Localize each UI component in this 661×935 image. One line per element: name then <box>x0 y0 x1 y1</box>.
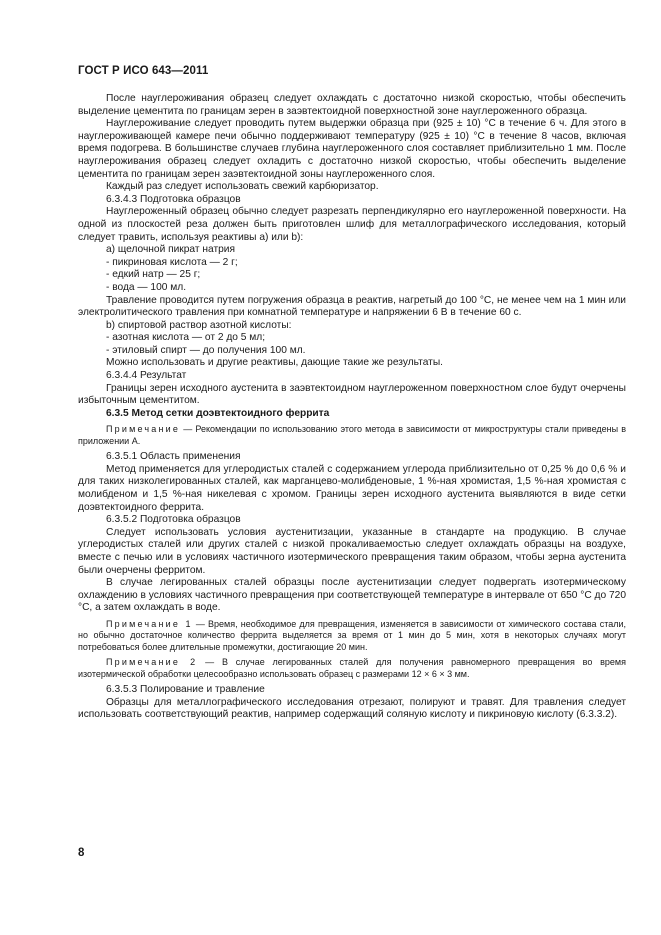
paragraph-carburizer: Каждый раз следует использовать свежий карбюризатор. <box>106 181 379 193</box>
reagent-b-item-1: - азотная кислота — от 2 до 5 мл; <box>106 332 266 344</box>
section-6-3-4-3-heading: 6.3.4.3 Подготовка образцов <box>106 193 241 205</box>
paragraph-result: Границы зерен исходного аустенита в заэвтектоидном науглероженном поверхностном слое будут очерчены избыточным цементитом. <box>78 382 626 407</box>
note-1-label: Примечание 1 <box>106 618 193 629</box>
note-2-label: Примечание 2 <box>106 657 198 668</box>
note-recommendations <box>78 424 626 447</box>
document-header: ГОСТ Р ИСО 643—2011 <box>78 65 209 77</box>
section-6-3-4-4-heading: 6.3.4.4 Результат <box>106 370 187 382</box>
note-1 <box>78 619 626 653</box>
note-2-text: — В случае легированных сталей для получения равномерного превращения во время изотермической обработки целесообразно использовать образец с размерами 12 × 6 × 3 мм. <box>78 657 626 679</box>
section-6-3-5-2-heading: 6.3.5.2 Подготовка образцов <box>106 514 241 526</box>
section-6-3-5-1-heading: 6.3.5.1 Область применения <box>106 451 241 463</box>
section-6-3-5-3-heading: 6.3.5.3 Полирование и травление <box>106 684 265 695</box>
paragraph-cooling: После науглероживания образец следует охлаждать с достаточно низкой скоростью, чтобы обеспечить выделение цементита по границам зерен в заэвтектоидной поверхностной зоне науглероженного образца. <box>78 93 626 117</box>
paragraph-alloyed-steels: В случае легированных сталей образцы после аустенитизации следует подвергать изотермическому охлаждению в условиях частичного превращения при соответствующей температуре в интервале от 650 °С до 720 °С, а затем охлаждать в воде. <box>78 577 626 614</box>
note-label: Примечание <box>106 424 181 435</box>
reagent-a-title: а) щелочной пикрат натрия <box>106 244 235 256</box>
reagent-b-item-2: - этиловый спирт — до получения 100 мл. <box>106 344 306 356</box>
paragraph-carburizing: Науглероживание следует проводить путем выдержки образца при (925 ± 10) °С в течение 6 ч. Для этого в науглероживающей камере печи обычно поддерживают температуру (925 ± 10) °С в течение 8 часов, включая время подогрева. В большинстве случаев глубина науглероженного слоя составляет приблизительно 1 мм. После науглероживания образец следует охладить с достаточно низкой скоростью, чтобы обеспечить выделение цементита по границам зерен заэвтектоидной зоны науглероженного слоя. <box>78 118 626 180</box>
reagent-b-title: b) спиртовой раствор азотной кислоты: <box>106 319 292 331</box>
note-1-text: — Время, необходимое для превращения, изменяется в зависимости от химического состава стали, но обычно достаточное количество феррита выделяется за время от 1 мин до 5 мин, хотя в некоторых случаях могут потребоваться более длительные промежутки, достигающие 20 мин. <box>78 618 627 652</box>
paragraph-etching: Травление проводится путем погружения образца в реактив, нагретый до 100 °С, не менее чем на 1 мин или электролитического травления при комнатной температуре и напряжении 6 В в течение 60 с. <box>78 294 626 319</box>
note-2 <box>78 657 626 680</box>
paragraph-scope: Метод применяется для углеродистых сталей с содержанием углерода приблизительно от 0,25 % до 0,6 % и для таких низколегированных сталей, как марганцево-молибденовые, 1 %-ная хромистая, 1,5 %-ная хромистая с молибденом и 1,5 %-ная никелевая с хромом. Границы зерен исходного аустенита выявляются в виде сетки доэвтектоидного феррита. <box>78 463 626 513</box>
section-6-3-5-heading: 6.3.5 Метод сетки доэвтектоидного феррита <box>106 407 330 419</box>
reagent-a-item-2: - едкий натр — 25 г; <box>106 269 201 281</box>
paragraph-austenitizing: Следует использовать условия аустенитизации, указанные в стандарте на продукцию. В случае углеродистых сталей или других сталей с низкой прокаливаемостью следует охлаждать образцы на воздухе, вместе с печью или в условиях частичного изотермического превращения таким образом, чтобы зерна аустенита были очерчены ферритом. <box>78 526 626 576</box>
note-text: — Рекомендации по использованию этого метода в зависимости от микроструктуры стали приведены в приложении А. <box>78 424 626 446</box>
document-body <box>78 93 626 722</box>
reagent-a-item-1: - пикриновая кислота — 2 г; <box>106 256 238 268</box>
page-number: 8 <box>78 847 85 859</box>
paragraph-other-reagents: Можно использовать и другие реактивы, дающие такие же результаты. <box>106 357 443 369</box>
paragraph-polishing: Образцы для металлографического исследования отрезают, полируют и травят. Для травления следует использовать соответствующий реактив, например содержащий соляную кислоту и пикриновую кислоту (6.3.3.2). <box>78 696 626 721</box>
paragraph-sample-cutting: Науглероженный образец обычно следует разрезать перпендикулярно его науглероженной поверхности. На одной из плоскостей реза должен быть приготовлен шлиф для металлографического исследования, который следует травить, используя реактивы a) или b): <box>78 206 626 243</box>
reagent-a-item-3: - вода — 100 мл. <box>106 281 187 293</box>
